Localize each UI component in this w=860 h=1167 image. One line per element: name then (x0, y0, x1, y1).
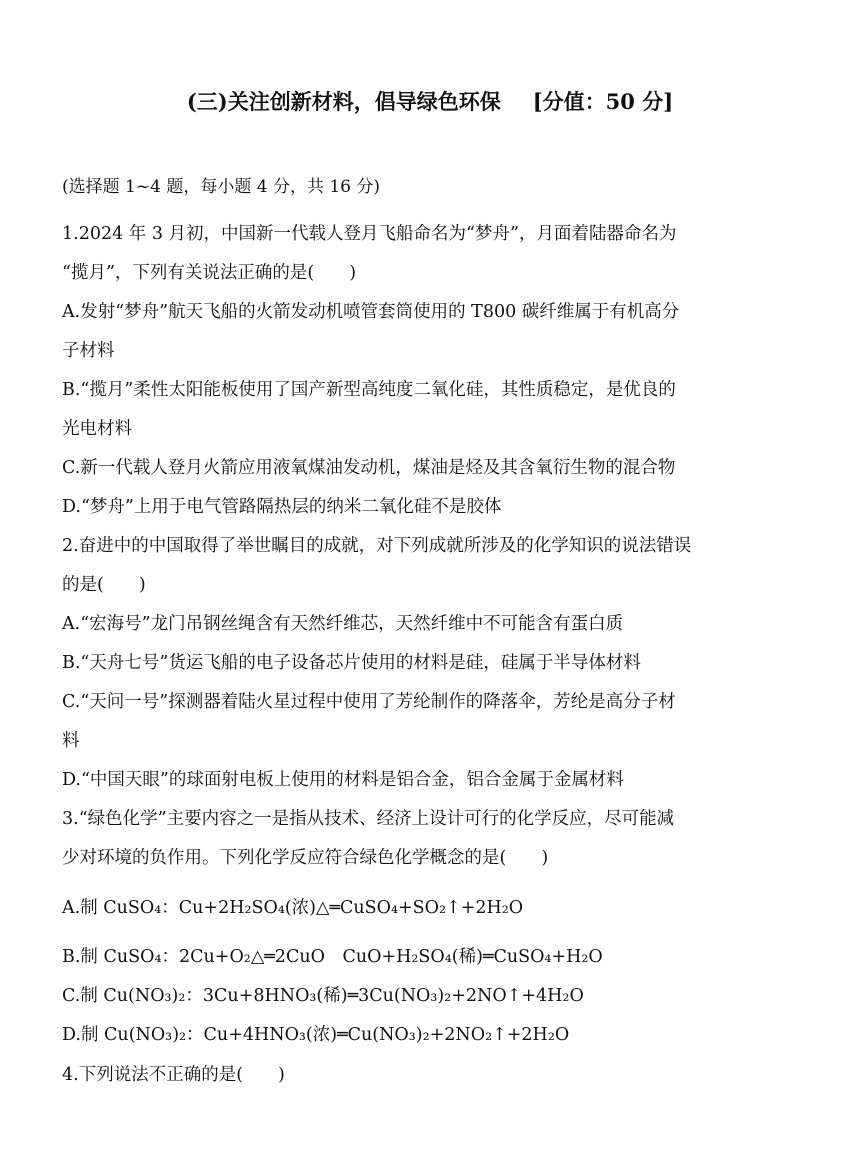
q2-option-d: D.“中国天眼”的球面射电板上使用的材料是铝合金，铝合金属于金属材料 (62, 770, 624, 790)
q1-stem-line1: 1.2024 年 3 月初，中国新一代载人登月飞船命名为“梦舟”，月面着陆器命名为 (62, 224, 677, 244)
q3-option-a: A.制 CuSO₄：Cu+2H₂SO₄(浓)△═CuSO₄+SO₂↑+2H₂O (62, 898, 524, 918)
q2-option-a: A.“宏海号”龙门吊钢丝绳含有天然纤维芯，天然纤维中不可能含有蛋白质 (62, 614, 624, 634)
q1-option-b-line2: 光电材料 (62, 419, 132, 439)
q1-option-d: D.“梦舟”上用于电气管路隔热层的纳米二氧化硅不是胶体 (62, 497, 502, 517)
q1-stem-line2: “揽月”，下列有关说法正确的是( ) (62, 263, 357, 283)
q2-option-b: B.“天舟七号”货运飞船的电子设备芯片使用的材料是硅，硅属于半导体材料 (62, 653, 641, 673)
q2-stem-line2: 的是( ) (62, 575, 146, 595)
q2-option-c-line1: C.“天问一号”探测器着陆火星过程中使用了芳纶制作的降落伞，芳纶是高分子材 (62, 692, 676, 712)
title-score: [分值：50 分] (532, 89, 674, 114)
q1-option-b-line1: B.“揽月”柔性太阳能板使用了国产新型高纯度二氧化硅，其性质稳定，是优良的 (62, 380, 676, 400)
q1-option-a-line2: 子材料 (62, 341, 115, 361)
q3-option-d: D.制 Cu(NO₃)₂：Cu+4HNO₃(浓)═Cu(NO₃)₂+2NO₂↑+2H₂O (62, 1025, 570, 1045)
q2-stem-line1: 2.奋进中的中国取得了举世瞩目的成就，对下列成就所涉及的化学知识的说法错误 (62, 536, 692, 556)
q3-option-b: B.制 CuSO₄：2Cu+O₂△═2CuO CuO+H₂SO₄(稀)═CuSO₄+H₂O (62, 947, 603, 967)
section-note: (选择题 1~4 题，每小题 4 分，共 16 分) (62, 177, 381, 197)
q4-stem: 4.下列说法不正确的是( ) (62, 1065, 285, 1085)
q3-stem-line2: 少对环境的负作用。下列化学反应符合绿色化学概念的是( ) (62, 848, 549, 868)
title-main: (三)关注创新材料，倡导绿色环保 (186, 89, 501, 114)
page-title (0, 86, 860, 116)
q1-option-c: C.新一代载人登月火箭应用液氧煤油发动机，煤油是烃及其含氧衍生物的混合物 (62, 458, 676, 478)
q1-option-a-line1: A.发射“梦舟”航天飞船的火箭发动机喷管套筒使用的 T800 碳纤维属于有机高分 (62, 302, 680, 322)
q2-option-c-line2: 料 (62, 731, 80, 751)
q3-option-c: C.制 Cu(NO₃)₂：3Cu+8HNO₃(稀)═3Cu(NO₃)₂+2NO↑+4H₂O (62, 986, 584, 1006)
q3-stem-line1: 3.“绿色化学”主要内容之一是指从技术、经济上设计可行的化学反应，尽可能减 (62, 809, 675, 829)
